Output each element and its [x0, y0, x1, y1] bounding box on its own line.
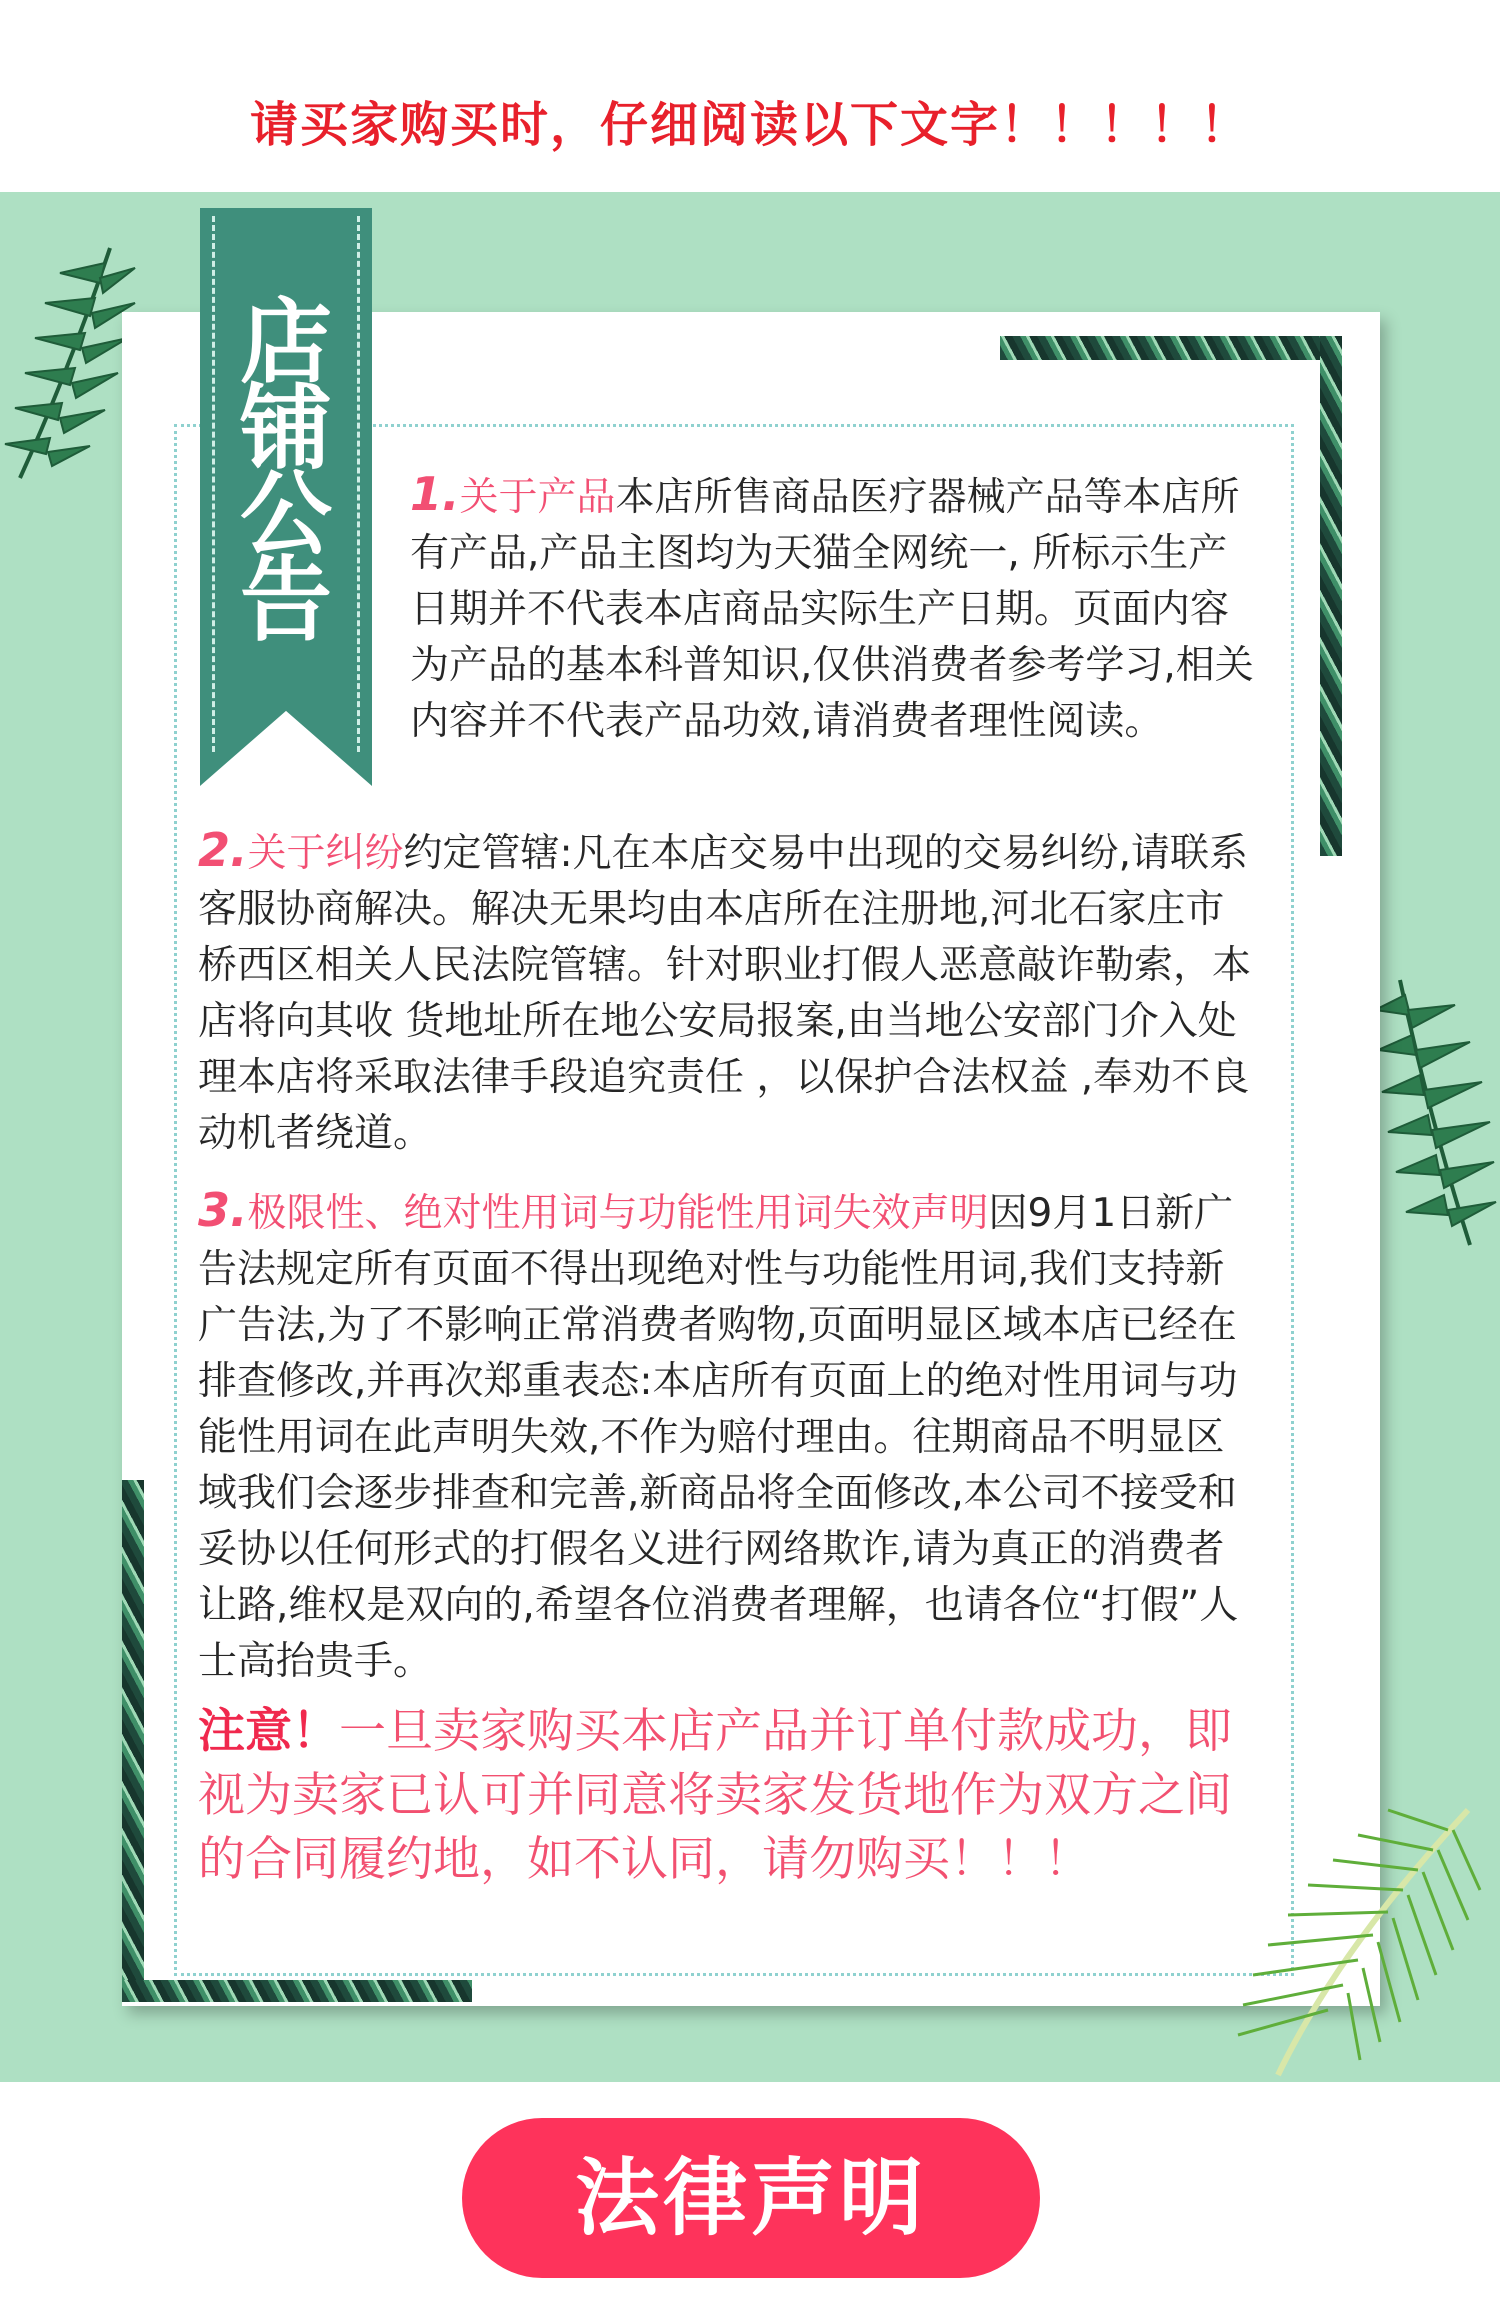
section-body: 因9月1日新广告法规定所有页面不得出现绝对性与功能性用词,我们支持新广告法,为了不影响正常消费者购物,页面明显区域本店已经在排查修改,并再次郑重表态:本店所有页面上的绝对性用词与功能性用词在此声明失效,不作为赔付理由。往期商品不明显区域我们会逐步排查和完善,新商品将全面修改,本公司不接受和妥协以任何形式的打假名义进行网络欺诈,请为真正的消费者让路,维权是双向的,希望各位消费者理解，也请各位“打假”人士高抬贵手。 — [198, 1191, 1239, 1684]
section-product — [410, 466, 1260, 750]
notice-warning — [198, 1700, 1260, 1892]
ribbon-char: 铺 — [239, 375, 332, 482]
ribbon-char: 告 — [239, 547, 332, 654]
notice-heading: 注意！ — [198, 1704, 339, 1759]
fern-leaf-icon — [1370, 970, 1500, 1250]
ribbon-title — [200, 289, 372, 654]
legal-statement-button[interactable]: 法律声明 — [462, 2118, 1040, 2278]
notice-body: 一旦卖家购买本店产品并订单付款成功，即视为卖家已认可并同意将卖家发货地作为双方之间的合同履约地，如不认同，请勿购买！！！ — [198, 1704, 1232, 1887]
section-dispute — [198, 822, 1260, 1162]
section-advertising-law — [198, 1182, 1260, 1690]
leaf-strip-bottom-left-overlay — [122, 1980, 472, 2002]
ribbon-char: 公 — [239, 461, 332, 568]
section-heading: 关于纠纷 — [247, 831, 404, 876]
fern-leaf-icon — [0, 238, 140, 488]
section-heading: 极限性、绝对性用词与功能性用词失效声明 — [247, 1191, 989, 1236]
top-warning: 请买家购买时，仔细阅读以下文字！！！！！ — [249, 97, 1250, 153]
leaf-strip-right-overlay — [1320, 336, 1342, 856]
section-heading: 关于产品 — [459, 475, 616, 520]
section-body: 本店所售商品医疗器械产品等本店所有产品,产品主图均为天猫全网统一, 所标示生产日期并不代表本店商品实际生产日期。页面内容为产品的基本科普知识,仅供消费者参考学习,相关内容并不代表产品功效,请消费者理性阅读。 — [410, 475, 1254, 744]
ribbon-char: 店 — [239, 289, 332, 396]
palm-leaf-icon — [1218, 1790, 1488, 2080]
section-number: 2. — [198, 823, 248, 877]
section-body: 约定管辖:凡在本店交易中出现的交易纠纷,请联系客服协商解决。解决无果均由本店所在注册地,河北石家庄市桥西区相关人民法院管辖。针对职业打假人恶意敲诈勒索，本店将向其收 货地址所在地公安局报案,由当地公安部门介入处理本店将采取法律手段追究责任 ，以保护合法权益 ,奉劝不良动机者绕道。 — [198, 831, 1252, 1156]
leaf-strip-left-overlay — [122, 1480, 144, 2000]
section-number: 3. — [198, 1183, 248, 1237]
section-number: 1. — [410, 467, 460, 521]
leaf-strip-top-right-overlay — [1000, 336, 1342, 360]
